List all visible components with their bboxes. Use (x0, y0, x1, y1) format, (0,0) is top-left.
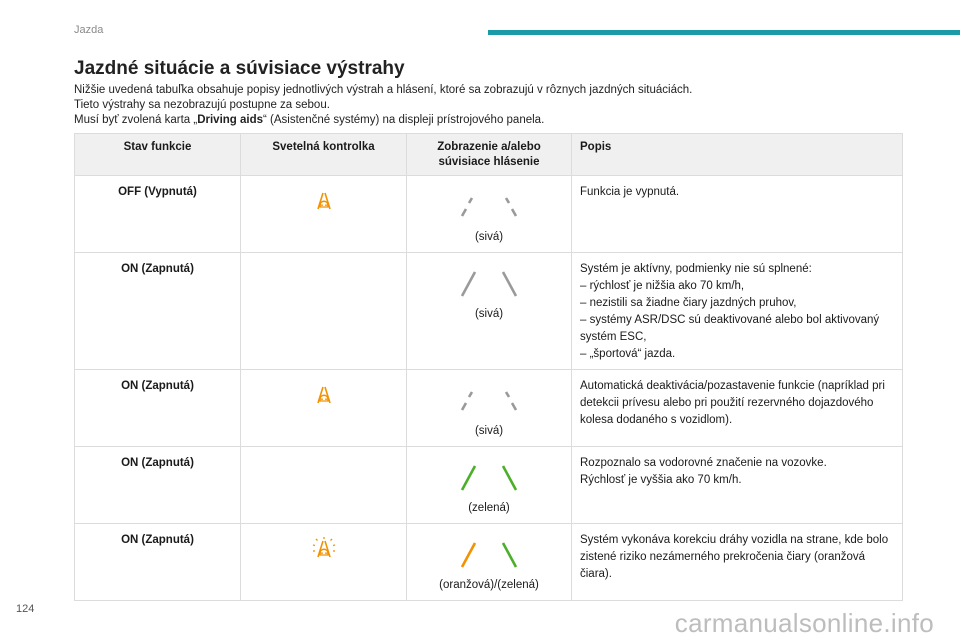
table-header-row (75, 134, 903, 176)
display-color-label: (oranžová)/(zelená) (439, 579, 539, 591)
lane-lines-grey-icon (413, 269, 565, 301)
description-line: Systém je aktívny, podmienky nie sú splnené: (580, 263, 812, 275)
table-row (75, 524, 903, 601)
section-label: Jazda (74, 24, 104, 36)
description-cell (572, 370, 903, 447)
description-line: – rýchlosť je nižšia ako 70 km/h, (580, 280, 745, 292)
column-header-display: Zobrazenie a/alebo súvisiace hlásenie (407, 134, 572, 176)
description-line: Systém vykonáva korekciu dráhy vozidla na strane, kde bolo zistené riziko nezámerného prekročenia čiary (oranžová čiara). (580, 534, 889, 580)
table-row (75, 370, 903, 447)
description-line: Rozpoznalo sa vodorovné značenie na vozovke. (580, 457, 827, 469)
display-color-label: (zelená) (468, 502, 510, 514)
watermark: carmanualsonline.info (674, 608, 934, 638)
warning-lamp-cell (241, 370, 407, 447)
display-color-label: (sivá) (474, 425, 504, 437)
lane-keep-off-icon (247, 188, 400, 214)
function-state: ON (Zapnutá) (75, 370, 241, 447)
driving-aids-label: Driving aids (197, 114, 264, 126)
intro-line: Nižšie uvedená tabuľka obsahuje popisy jednotlivých výstrah a hlásení, ktoré sa zobrazujú v rôznych jazdných situáciách. (74, 84, 693, 96)
function-state: ON (Zapnutá) (75, 524, 241, 601)
description-line: – „športová“ jazda. (580, 348, 676, 360)
header-accent-bar (488, 30, 960, 35)
warning-lamp-cell (241, 176, 407, 253)
display-cell (407, 447, 572, 524)
display-cell (407, 176, 572, 253)
lane-lines-grey-dashed-icon (413, 386, 565, 418)
display-color-label: (sivá) (474, 308, 504, 320)
function-state: ON (Zapnutá) (75, 253, 241, 370)
column-header-lamp: Svetelná kontrolka (241, 134, 407, 176)
intro-text (74, 83, 894, 128)
function-state: OFF (Vypnutá) (75, 176, 241, 253)
description-line: Funkcia je vypnutá. (580, 186, 680, 198)
lane-keep-off-icon (247, 382, 400, 408)
table-row (75, 176, 903, 253)
warning-lamp-cell (241, 524, 407, 601)
lane-lines-orange-green-icon (413, 540, 565, 572)
warning-lamp-cell (241, 253, 407, 370)
lane-lines-grey-dashed-icon (413, 192, 565, 224)
description-cell (572, 524, 903, 601)
description-cell (572, 447, 903, 524)
description-cell (572, 253, 903, 370)
display-color-label: (sivá) (474, 231, 504, 243)
description-cell (572, 176, 903, 253)
warning-lamp-cell (241, 447, 407, 524)
lane-lines-green-icon (413, 463, 565, 495)
description-line: – nezistili sa žiadne čiary jazdných pruhov, (580, 297, 797, 309)
table-row (75, 253, 903, 370)
description-line: Rýchlosť je vyššia ako 70 km/h. (580, 474, 742, 486)
description-line: Automatická deaktivácia/pozastavenie funkcie (napríklad pri detekcii prívesu alebo pri použití rezervného dojazdového kolesa dodaného s vozidlom). (580, 380, 885, 426)
table-row (75, 447, 903, 524)
description-line: – systémy ASR/DSC sú deaktivované alebo bol aktivovaný systém ESC, (580, 314, 880, 343)
warnings-table (74, 133, 903, 601)
function-state: ON (Zapnutá) (75, 447, 241, 524)
lane-keep-warning-icon (247, 536, 400, 562)
intro-text-span: Musí byť zvolená karta „ (74, 114, 198, 126)
column-header-state: Stav funkcie (75, 134, 241, 176)
page-title: Jazdné situácie a súvisiace výstrahy (74, 58, 405, 79)
display-cell (407, 524, 572, 601)
intro-line (74, 113, 894, 128)
page-number: 124 (16, 603, 35, 615)
display-cell (407, 370, 572, 447)
intro-text-span: “ (Asistenčné systémy) na displeji prístrojového panela. (263, 114, 545, 126)
intro-line: Tieto výstrahy sa nezobrazujú postupne za sebou. (74, 99, 330, 111)
display-cell (407, 253, 572, 370)
column-header-description: Popis (572, 134, 903, 176)
